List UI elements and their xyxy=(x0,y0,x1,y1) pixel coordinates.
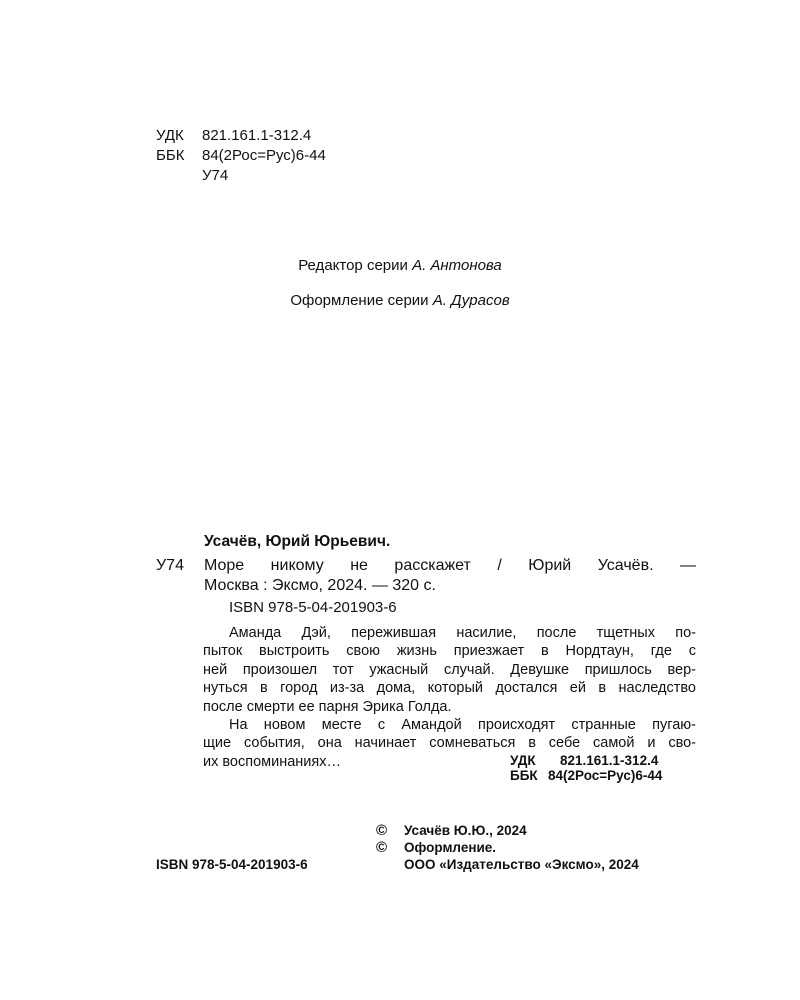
record-author-heading: Усачёв, Юрий Юрьевич. xyxy=(204,533,391,550)
copyright-author: Усачёв Ю.Ю., 2024 xyxy=(404,823,527,838)
annotation xyxy=(203,624,696,771)
record-author-mark: У74 xyxy=(156,557,184,574)
class-udk-value: 821.161.1-312.4 xyxy=(560,753,659,768)
header-bbk-label: ББК xyxy=(156,147,185,164)
record-title-line2: Москва : Эксмо, 2024. — 320 с. xyxy=(204,577,436,594)
annotation-p1-line: нуться в город из-за дома, который достался ей в наследство xyxy=(203,680,696,697)
copyright-design-line xyxy=(376,840,496,856)
copyright-symbol: © xyxy=(376,822,388,839)
annotation-p2-line: щие события, она начинает сомневаться в себе самой и сво- xyxy=(203,735,696,752)
series-design-credit xyxy=(0,292,800,309)
class-bbk xyxy=(510,768,662,784)
header-author-mark: У74 xyxy=(202,167,229,184)
class-bbk-value: 84(2Рос=Рус)6-44 xyxy=(548,768,663,783)
series-editor-name: А. Антонова xyxy=(412,257,502,274)
copyright-publisher: ООО «Издательство «Эксмо», 2024 xyxy=(404,857,639,872)
header-udk xyxy=(156,126,311,146)
annotation-p2-line: их воспоминаниях… xyxy=(203,753,341,770)
class-udk-label: УДК xyxy=(510,753,536,768)
series-design-label: Оформление серии xyxy=(290,292,429,309)
annotation-p2-line: На новом месте с Амандой происходят странные пугаю- xyxy=(229,716,696,733)
copyright-design-label: Оформление. xyxy=(404,840,497,855)
header-udk-label: УДК xyxy=(156,127,184,144)
annotation-p1-line: ней произошел тот ужасный случай. Девушке пришлось вер- xyxy=(203,661,696,678)
record-title-line1: Море никому не расскажет / Юрий Усачёв. — xyxy=(204,557,696,574)
series-editor-credit xyxy=(0,257,800,274)
copyright-symbol: © xyxy=(376,839,388,856)
class-bbk-label: ББК xyxy=(510,768,538,783)
header-udk-value: 821.161.1-312.4 xyxy=(202,127,312,144)
record-isbn: ISBN 978-5-04-201903-6 xyxy=(229,599,397,616)
footer-isbn: ISBN 978-5-04-201903-6 xyxy=(156,857,308,872)
header-bbk xyxy=(156,146,326,166)
series-design-name: А. Дурасов xyxy=(432,292,510,309)
class-udk xyxy=(510,753,658,769)
annotation-p1-line: после смерти ее парня Эрика Голда. xyxy=(203,698,452,715)
header-bbk-value: 84(2Рос=Рус)6-44 xyxy=(202,147,326,164)
annotation-p1-line: пыток выстроить свою жизнь приезжает в Нордтаун, где с xyxy=(203,643,696,660)
copyright-author-line xyxy=(376,823,527,839)
annotation-p1-line: Аманда Дэй, пережившая насилие, после тщетных по- xyxy=(229,625,696,641)
series-editor-label: Редактор серии xyxy=(298,257,408,274)
